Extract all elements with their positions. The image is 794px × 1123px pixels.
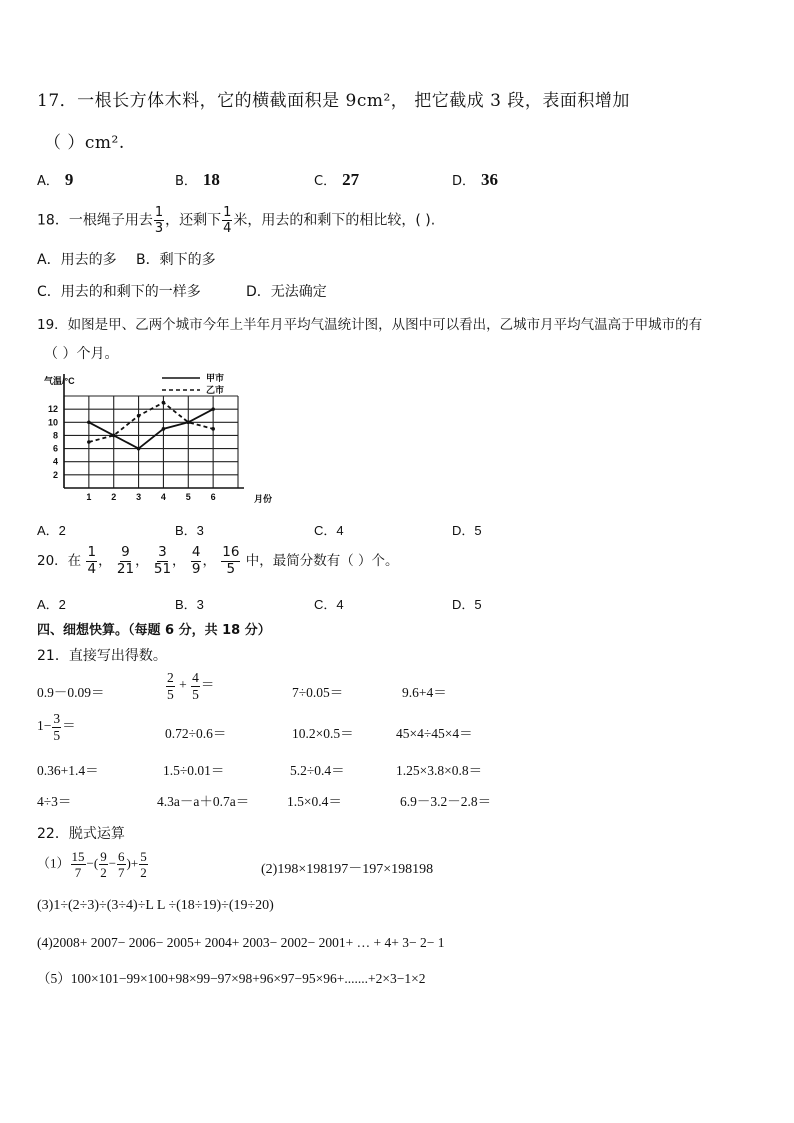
q19-option-a: A．2 — [37, 523, 66, 538]
q20-fraction-2: $\frac{9}{21}$ — [116, 544, 135, 577]
q22-part5: （5）100×101−99×100+98×99−97×98+96×97−95×96+.......+2×3−1×2 — [37, 971, 426, 986]
calc-r4c4: 6.9－3.2－2.8＝ — [400, 794, 492, 809]
series-point-1 — [87, 420, 91, 424]
y-axis-label: 气温/°C — [44, 376, 75, 386]
series-point-1 — [137, 447, 141, 451]
series-point-1 — [162, 427, 166, 431]
q22-part2: (2)198×198197－197×198198 — [261, 862, 434, 877]
q17-option-d: D． 36 — [452, 170, 499, 189]
q22-stem: 22．脱式运算 — [37, 826, 125, 842]
q17-option-c: C． 27 — [314, 170, 360, 189]
y-tick-label: 2 — [52, 469, 58, 480]
q18-option-a: A．用去的多 — [37, 252, 117, 268]
q17-option-b: B． 18 — [175, 170, 220, 189]
chart-legend — [162, 372, 224, 395]
calc-r3c3: 5.2÷0.4＝ — [290, 763, 345, 778]
q19-option-b: B．3 — [175, 523, 204, 538]
q20-fraction-5: $\frac{16}{5}$ — [222, 544, 240, 577]
x-tick-label: 4 — [160, 492, 166, 502]
calc-r4c2: 4.3a－a＋0.7a＝ — [157, 794, 250, 809]
series-point-2 — [186, 420, 190, 424]
q20-fraction-3: $\frac{3}{51}$ — [153, 544, 172, 577]
q20-fraction-4: $\frac{4}{9}$ — [191, 544, 201, 577]
q22-part4: (4)2008+ 2007− 2006− 2005+ 2004+ 2003− 2002− 2001+ … + 4+ 3− 2− 1 — [37, 935, 445, 950]
x-tick-label: 5 — [185, 492, 191, 502]
q20-stem: 20．在 $\frac{1}{4}$ ， $\frac{9}{21}$ ， $\frac{3}{51}$ ， $\frac{4}{9}$ ， $\frac{16}{5}$ 中，最简分数有（ ）个。 — [37, 544, 399, 577]
y-tick-label: 8 — [52, 430, 58, 441]
series-point-2 — [87, 440, 91, 444]
calc-r4c1: 4÷3＝ — [37, 794, 72, 809]
temperature-line-chart — [40, 370, 290, 510]
q19-stem: 19．如图是甲、乙两个城市今年上半年月平均气温统计图，从图中可以看出，乙城市月平均气温高于甲城市的有 — [37, 317, 703, 333]
series-point-2 — [137, 414, 141, 418]
q19-option-d: D．5 — [452, 523, 482, 538]
y-tick-label: 6 — [52, 443, 58, 454]
q18-fraction-used: $\frac{1}{3}$ — [154, 205, 164, 236]
x-tick-label: 3 — [136, 492, 142, 502]
calc-r3c1: 0.36+1.4＝ — [37, 763, 99, 778]
calc-r3c2: 1.5÷0.01＝ — [163, 763, 225, 778]
q21-stem: 21．直接写出得数。 — [37, 648, 167, 664]
q20-option-b: B．3 — [175, 597, 204, 612]
q20-fraction-1: $\frac{1}{4}$ — [87, 544, 97, 577]
legend-label-2: 乙市 — [206, 385, 225, 395]
x-tick-label: 2 — [111, 492, 117, 502]
y-tick-label: 4 — [52, 456, 58, 467]
series-point-2 — [211, 427, 215, 431]
legend-label-1: 甲市 — [206, 373, 225, 383]
q20-option-c: C．4 — [314, 597, 344, 612]
q18-option-c: C．用去的和剩下的一样多 — [37, 284, 201, 300]
q18-stem: 18．一根绳子用去 $\frac{1}{3}$ ，还剩下 $\frac{1}{4}$ 米，用去的和剩下的相比较，( ). — [37, 205, 436, 236]
q19-stem-cont: （ ）个月。 — [44, 346, 119, 362]
calc-r1c2: $\frac{2}{5}$ + $\frac{4}{5}$ ＝ — [167, 670, 215, 702]
q17-stem: 17．一根长方体木料，它的横截面积是 9cm²， 把它截成 3 段，表面积增加 — [37, 91, 630, 111]
calc-r1c3: 7÷0.05＝ — [292, 685, 344, 700]
q20-option-d: D．5 — [452, 597, 482, 612]
q17-stem-cont: （ ）cm². — [44, 133, 125, 153]
x-tick-label: 1 — [86, 492, 92, 502]
calc-r4c3: 1.5×0.4＝ — [287, 794, 342, 809]
section-heading: 四、细想快算。（每题 6 分，共 18 分） — [37, 623, 271, 638]
calc-r2c4: 45×4÷45×4＝ — [396, 726, 473, 741]
q18-option-b: B．剩下的多 — [136, 252, 216, 268]
q22-part1: （1） $\frac{15}{7}$ −( $\frac{9}{2}$ − $\frac{6}{7}$ )+ $\frac{5}{2}$ — [37, 849, 147, 880]
series-point-2 — [112, 434, 116, 438]
calc-r1c4: 9.6+4＝ — [402, 685, 447, 700]
x-axis-label: 月份 — [254, 494, 273, 504]
q19-option-c: C．4 — [314, 523, 344, 538]
calc-r2c1: 1− $\frac{3}{5}$ ＝ — [37, 711, 76, 743]
q18-fraction-left: $\frac{1}{4}$ — [223, 205, 232, 236]
q18-option-d: D．无法确定 — [246, 284, 327, 300]
q20-option-a: A．2 — [37, 597, 66, 612]
q17-option-a: A． 9 — [37, 170, 74, 189]
calc-r1c1: 0.9－0.09＝ — [37, 685, 105, 700]
calc-r2c2: 0.72÷0.6＝ — [165, 726, 227, 741]
y-tick-label: 10 — [47, 417, 58, 428]
q22-part3: (3)1÷(2÷3)÷(3÷4)÷L L ÷(18÷19)÷(19÷20) — [37, 898, 274, 913]
series-point-1 — [211, 407, 215, 411]
calc-r2c3: 10.2×0.5＝ — [292, 726, 354, 741]
series-line-1 — [89, 409, 213, 448]
chart-lines — [87, 401, 215, 451]
x-tick-label: 6 — [210, 492, 216, 502]
y-tick-label: 12 — [47, 404, 58, 415]
series-point-2 — [162, 401, 166, 405]
calc-r3c4: 1.25×3.8×0.8＝ — [396, 763, 483, 778]
